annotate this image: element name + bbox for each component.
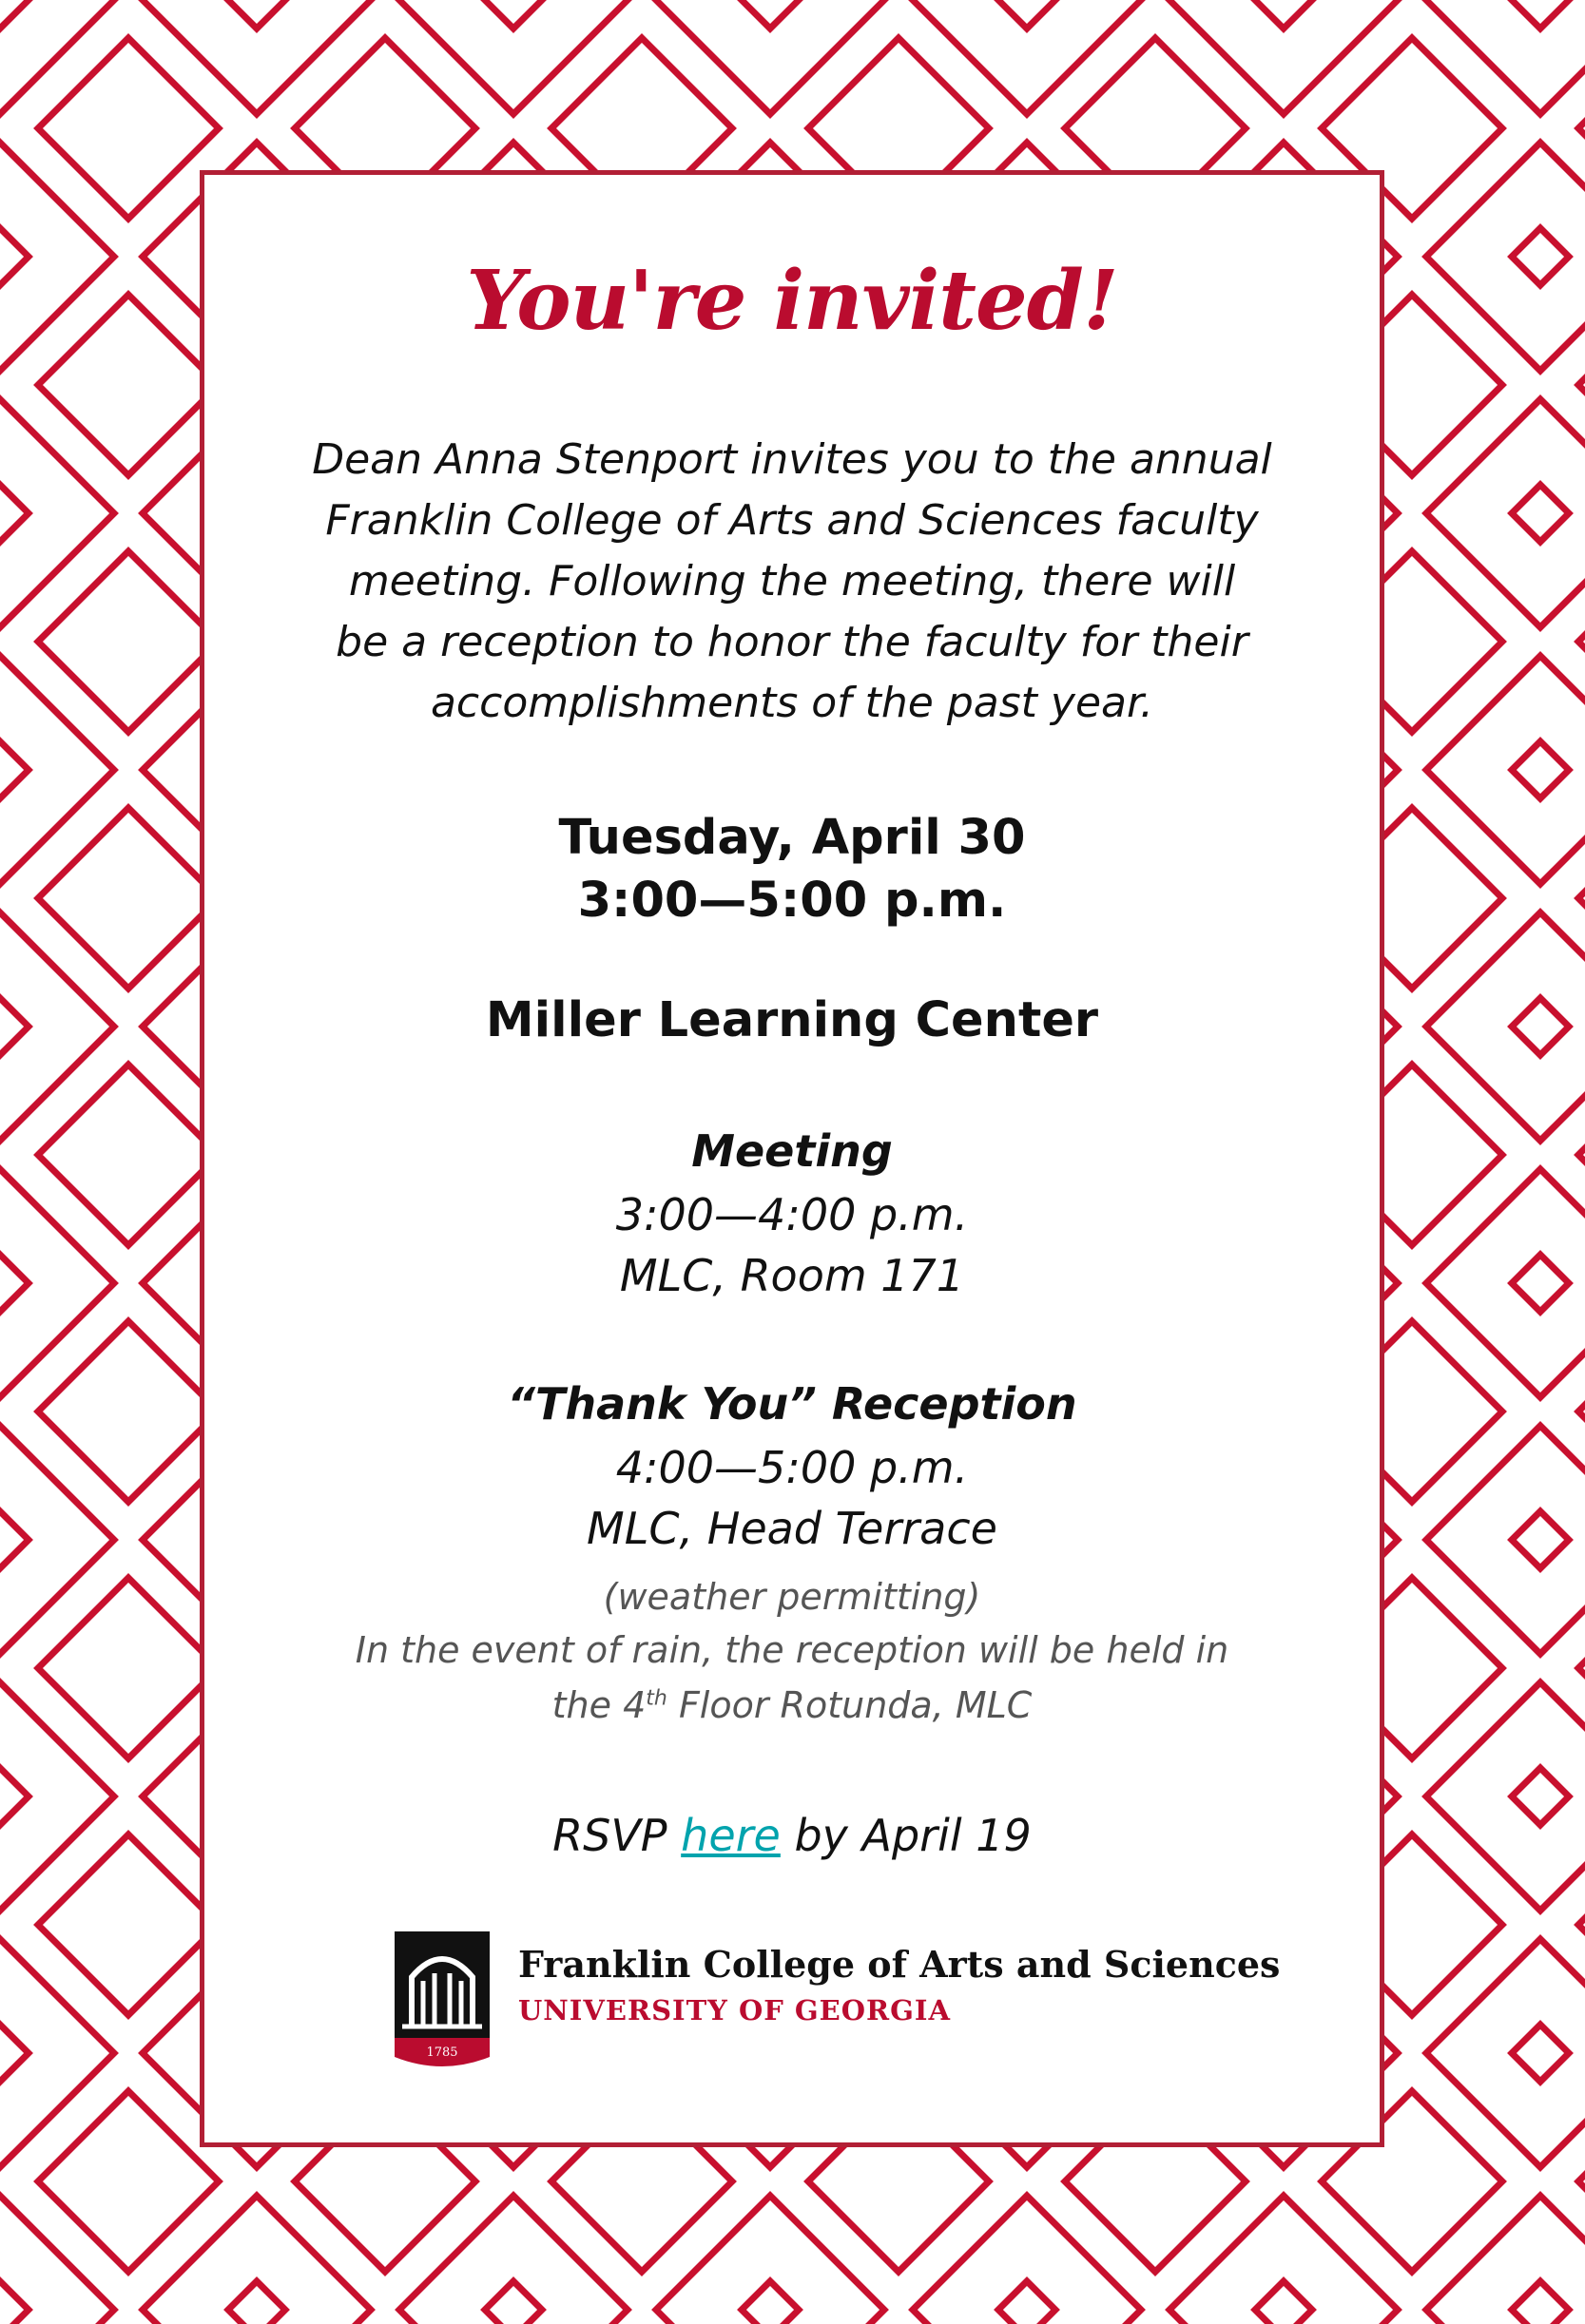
- rain-note-prefix: the 4: [551, 1684, 647, 1726]
- college-name: Franklin College of Arts and Sciences: [518, 1943, 1281, 1986]
- weather-note: (weather permitting): [603, 1576, 981, 1618]
- university-name: UNIVERSITY OF GEORGIA: [518, 1994, 951, 2026]
- intro-line: be a reception to honor the faculty for their: [336, 618, 1248, 666]
- reception-location: MLC, Head Terrace: [587, 1503, 997, 1554]
- rsvp-suffix: by April 19: [780, 1810, 1032, 1861]
- logo-year: 1785: [426, 2046, 458, 2060]
- rain-note-line2: [204, 1684, 1380, 1726]
- intro-line: accomplishments of the past year.: [430, 679, 1154, 727]
- rsvp-link[interactable]: here: [681, 1810, 781, 1861]
- meeting-location: MLC, Room 171: [619, 1250, 965, 1301]
- rain-note-line1: In the event of rain, the reception will be held in: [355, 1629, 1229, 1671]
- rsvp-prefix: RSVP: [552, 1810, 682, 1861]
- intro-line: meeting. Following the meeting, there will: [348, 557, 1236, 605]
- arch-icon: [395, 1931, 490, 2074]
- meeting-heading: Meeting: [691, 1125, 893, 1177]
- rain-note-ordinal: th: [646, 1686, 667, 1711]
- rsvp-line: [204, 1810, 1380, 1861]
- reception-heading: “Thank You” Reception: [507, 1378, 1077, 1430]
- event-date: Tuesday, April 30: [558, 810, 1026, 866]
- event-venue: Miller Learning Center: [485, 992, 1099, 1048]
- event-time: 3:00—5:00 p.m.: [577, 873, 1007, 929]
- invitation-intro: [204, 430, 1380, 734]
- intro-line: Franklin College of Arts and Sciences faculty: [325, 496, 1259, 545]
- intro-line: Dean Anna Stenport invites you to the annual: [312, 435, 1272, 484]
- rain-note-suffix: Floor Rotunda, MLC: [667, 1684, 1033, 1726]
- invitation-card: [200, 170, 1384, 2147]
- meeting-time: 3:00—4:00 p.m.: [615, 1189, 969, 1240]
- college-logo: [395, 1931, 1281, 2074]
- invitation-title: You're invited!: [466, 253, 1118, 349]
- reception-time: 4:00—5:00 p.m.: [615, 1442, 969, 1493]
